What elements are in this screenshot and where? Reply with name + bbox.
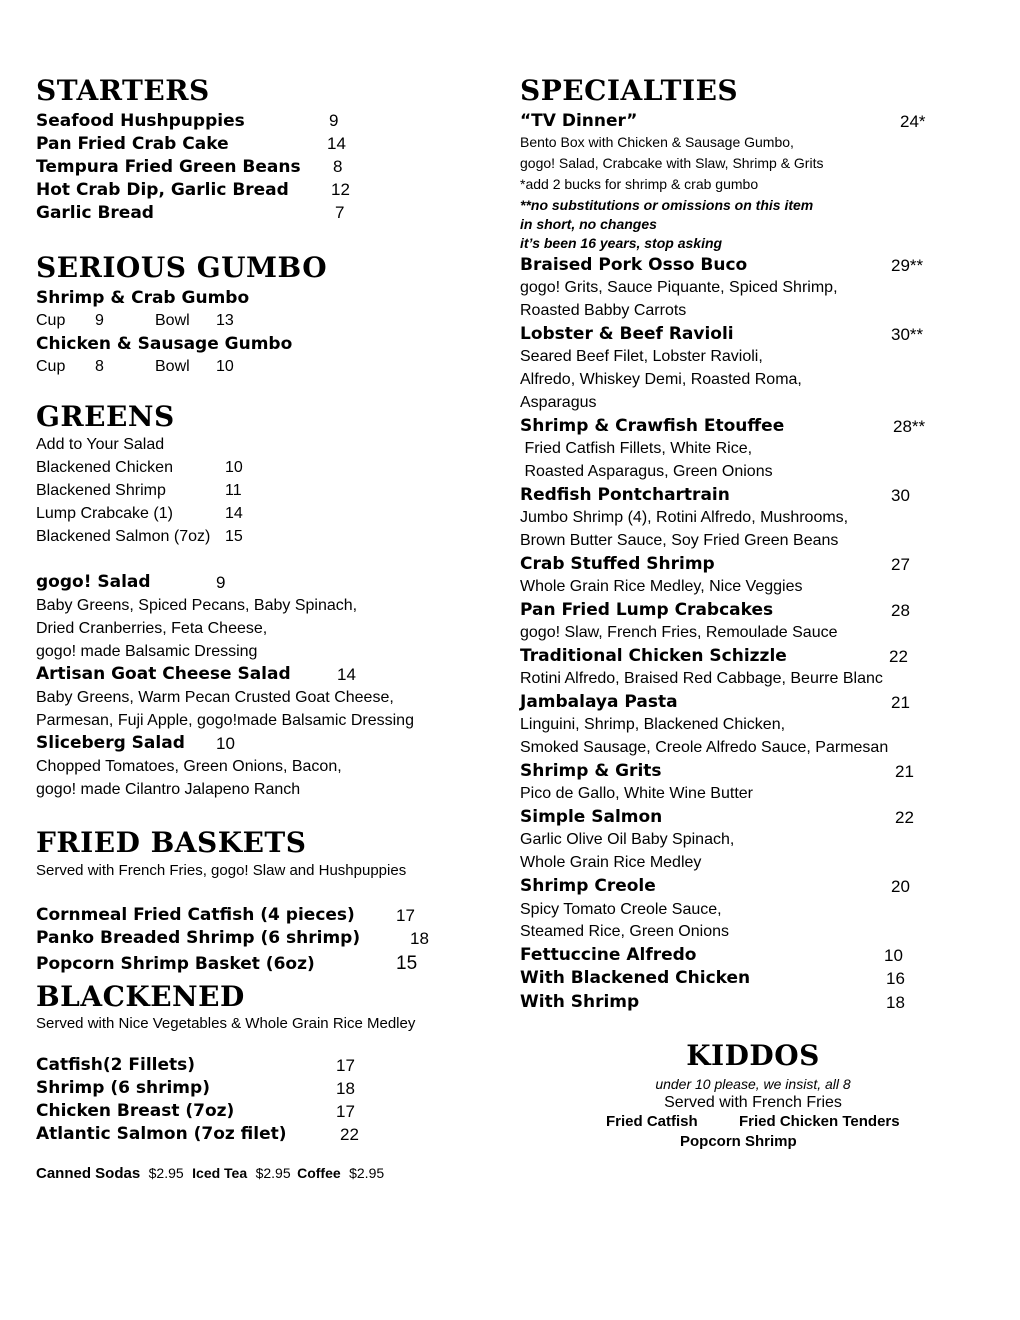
menu-item-price: 16 bbox=[886, 969, 905, 988]
menu-item-desc: Whole Grain Rice Medley, Nice Veggies bbox=[520, 578, 803, 595]
menu-item-price: 10 bbox=[884, 946, 903, 965]
blackened-heading: BLACKENED bbox=[36, 980, 245, 1013]
addon-name: Blackened Chicken bbox=[36, 459, 173, 476]
menu-item-name: Cornmeal Fried Catfish (4 pieces) bbox=[36, 905, 355, 925]
kiddos-served: Served with French Fries bbox=[664, 1094, 842, 1111]
menu-item-price: 17 bbox=[396, 906, 415, 925]
bowl-label: Bowl bbox=[155, 312, 190, 329]
menu-item-desc: Fried Catfish Fillets, White Rice, bbox=[520, 440, 753, 457]
menu-item-price: 18 bbox=[886, 993, 905, 1012]
menu-item-price: 9 bbox=[216, 573, 226, 592]
menu-item-name: Chicken & Sausage Gumbo bbox=[36, 334, 293, 354]
menu-item-price: 30** bbox=[891, 325, 924, 344]
menu-item-desc: gogo! made Cilantro Jalapeno Ranch bbox=[36, 781, 301, 798]
menu-item-name: Lobster & Beef Ravioli bbox=[520, 324, 734, 344]
cup-price: 8 bbox=[95, 358, 104, 375]
menu-item-desc: gogo! made Balsamic Dressing bbox=[36, 643, 258, 660]
menu-item-desc: Spicy Tomato Creole Sauce, bbox=[520, 901, 722, 918]
menu-item-price: 21 bbox=[891, 693, 910, 712]
menu-item-price: 24* bbox=[900, 112, 926, 131]
kiddos-item: Fried Catfish bbox=[606, 1113, 698, 1130]
menu-item-price: 12 bbox=[331, 180, 350, 199]
menu-item-name: Seafood Hushpuppies bbox=[36, 111, 245, 131]
menu-item-price: 30 bbox=[891, 486, 910, 505]
menu-item-name: Pan Fried Crab Cake bbox=[36, 134, 229, 154]
menu-item-name: Artisan Goat Cheese Salad bbox=[36, 664, 291, 684]
addon-name: Blackened Salmon (7oz) bbox=[36, 528, 211, 545]
menu-item-price: 20 bbox=[891, 877, 910, 896]
menu-item-price: 22 bbox=[340, 1125, 359, 1144]
addon-price: 10 bbox=[225, 459, 243, 476]
menu-item-price: 17 bbox=[336, 1102, 355, 1121]
menu-item-price: 28 bbox=[891, 601, 910, 620]
menu-item-price: 18 bbox=[336, 1079, 355, 1098]
drink-name: Canned Sodas bbox=[36, 1165, 141, 1182]
menu-item-desc: Alfredo, Whiskey Demi, Roasted Roma, bbox=[520, 371, 802, 388]
menu-item-desc: Chopped Tomatoes, Green Onions, Bacon, bbox=[36, 758, 342, 775]
menu-item-name: Panko Breaded Shrimp (6 shrimp) bbox=[36, 928, 361, 948]
menu-item-name: Shrimp & Crawfish Etouffee bbox=[520, 416, 785, 436]
menu-item-desc: gogo! Slaw, French Fries, Remoulade Sauce bbox=[520, 624, 838, 641]
greens-heading: GREENS bbox=[36, 400, 175, 433]
kiddos-item: Fried Chicken Tenders bbox=[739, 1113, 900, 1130]
menu-item-name: Fettuccine Alfredo bbox=[520, 945, 697, 965]
drink-price: $2.95 bbox=[349, 1165, 385, 1181]
cup-price: 9 bbox=[95, 312, 104, 329]
drinks-line bbox=[36, 1165, 384, 1183]
menu-item-note: it’s been 16 years, stop asking bbox=[520, 235, 723, 251]
menu-item-desc: Pico de Gallo, White Wine Butter bbox=[520, 785, 753, 802]
menu-item-price: 29** bbox=[891, 256, 924, 275]
kiddos-heading: KIDDOS bbox=[686, 1039, 820, 1072]
menu-item-price: 7 bbox=[335, 203, 345, 222]
menu-item-desc: Linguini, Shrimp, Blackened Chicken, bbox=[520, 716, 786, 733]
addon-price: 15 bbox=[225, 528, 243, 545]
menu-item-name: Chicken Breast (7oz) bbox=[36, 1101, 235, 1121]
menu-item-price: 10 bbox=[216, 734, 235, 753]
menu-item-price: 9 bbox=[329, 111, 339, 130]
menu-item-name: Redfish Pontchartrain bbox=[520, 485, 730, 505]
menu-item-desc: Whole Grain Rice Medley bbox=[520, 854, 702, 871]
menu-item-desc: Garlic Olive Oil Baby Spinach, bbox=[520, 831, 735, 848]
menu-item-name: With Blackened Chicken bbox=[520, 968, 751, 988]
menu-item-price: 28** bbox=[893, 417, 926, 436]
menu-item-desc: Parmesan, Fuji Apple, gogo!made Balsamic Dressing bbox=[36, 712, 414, 729]
drink-price: $2.95 bbox=[255, 1165, 291, 1181]
starters-heading: STARTERS bbox=[36, 74, 210, 107]
menu-item-desc: Baby Greens, Spiced Pecans, Baby Spinach, bbox=[36, 597, 358, 614]
bowl-price: 13 bbox=[216, 312, 234, 329]
drink-name: Iced Tea bbox=[192, 1165, 248, 1181]
menu-item-name: Shrimp Creole bbox=[520, 876, 656, 896]
kiddos-note: under 10 please, we insist, all 8 bbox=[655, 1076, 851, 1092]
menu-item-desc: Roasted Babby Carrots bbox=[520, 302, 687, 319]
menu-item-name: Popcorn Shrimp Basket (6oz) bbox=[36, 954, 315, 974]
menu-item-name: With Shrimp bbox=[520, 992, 640, 1012]
menu-item-price: 17 bbox=[336, 1056, 355, 1075]
menu-item-desc: Dried Cranberries, Feta Cheese, bbox=[36, 620, 268, 637]
menu-item-name: Shrimp & Crab Gumbo bbox=[36, 288, 250, 308]
menu-item-desc: gogo! Salad, Crabcake with Slaw, Shrimp & Grits bbox=[520, 155, 824, 171]
fried-baskets-subtitle: Served with French Fries, gogo! Slaw and Hushpuppies bbox=[36, 862, 407, 879]
menu-item-desc: Brown Butter Sauce, Soy Fried Green Beans bbox=[520, 532, 839, 549]
menu-item-price: 22 bbox=[895, 808, 914, 827]
menu-item-desc: Jumbo Shrimp (4), Rotini Alfredo, Mushrooms, bbox=[520, 509, 849, 526]
menu-item-name: Shrimp (6 shrimp) bbox=[36, 1078, 210, 1098]
menu-item-name: “TV Dinner” bbox=[520, 111, 638, 131]
menu-item-price: 18 bbox=[410, 929, 429, 948]
bowl-price: 10 bbox=[216, 358, 234, 375]
cup-label: Cup bbox=[36, 312, 66, 329]
menu-item-name: Tempura Fried Green Beans bbox=[36, 157, 301, 177]
addon-price: 11 bbox=[225, 482, 242, 499]
menu-item-price: 27 bbox=[891, 555, 910, 574]
menu-item-name: Pan Fried Lump Crabcakes bbox=[520, 600, 774, 620]
addon-price: 14 bbox=[225, 505, 243, 522]
menu-item-name: Sliceberg Salad bbox=[36, 733, 185, 753]
menu-item-name: Garlic Bread bbox=[36, 203, 154, 223]
gumbo-heading: SERIOUS GUMBO bbox=[36, 251, 328, 284]
menu-item-name: Traditional Chicken Schizzle bbox=[520, 646, 787, 666]
drink-name: Coffee bbox=[297, 1165, 341, 1181]
menu-item-name: Crab Stuffed Shrimp bbox=[520, 554, 715, 574]
cup-label: Cup bbox=[36, 358, 66, 375]
menu-item-price: 14 bbox=[327, 134, 346, 153]
menu-item-price: 22 bbox=[889, 647, 908, 666]
menu-item-desc: Smoked Sausage, Creole Alfredo Sauce, Parmesan bbox=[520, 739, 889, 756]
menu-item-name: Jambalaya Pasta bbox=[520, 692, 678, 712]
menu-item-name: gogo! Salad bbox=[36, 572, 151, 592]
menu-item-note: in short, no changes bbox=[520, 216, 657, 232]
menu-item-note: **no substitutions or omissions on this item bbox=[520, 197, 814, 213]
specialties-heading: SPECIALTIES bbox=[520, 74, 739, 107]
menu-item-name: Hot Crab Dip, Garlic Bread bbox=[36, 180, 289, 200]
addon-name: Lump Crabcake (1) bbox=[36, 505, 173, 522]
menu-item-desc: Baby Greens, Warm Pecan Crusted Goat Cheese, bbox=[36, 689, 394, 706]
blackened-subtitle: Served with Nice Vegetables & Whole Grain Rice Medley bbox=[36, 1015, 416, 1032]
menu-item-name: Shrimp & Grits bbox=[520, 761, 662, 781]
menu-item-desc: Steamed Rice, Green Onions bbox=[520, 923, 729, 940]
menu-item-desc: Asparagus bbox=[520, 394, 597, 411]
add-to-salad-label: Add to Your Salad bbox=[36, 436, 165, 453]
menu-item-desc: Rotini Alfredo, Braised Red Cabbage, Beurre Blanc bbox=[520, 670, 883, 687]
menu-item-name: Braised Pork Osso Buco bbox=[520, 255, 748, 275]
menu-item-name: Atlantic Salmon (7oz filet) bbox=[36, 1124, 287, 1144]
menu-item-price: 14 bbox=[337, 665, 356, 684]
menu-item-price: 8 bbox=[333, 157, 343, 176]
menu-item-name: Simple Salmon bbox=[520, 807, 663, 827]
kiddos-item: Popcorn Shrimp bbox=[680, 1133, 797, 1150]
menu-item-price: 15 bbox=[396, 953, 418, 974]
menu-item-price: 21 bbox=[895, 762, 914, 781]
menu-item-name: Catfish(2 Fillets) bbox=[36, 1055, 196, 1075]
addon-name: Blackened Shrimp bbox=[36, 482, 166, 499]
fried-baskets-heading: FRIED BASKETS bbox=[36, 826, 307, 859]
menu-item-desc: gogo! Grits, Sauce Piquante, Spiced Shrimp, bbox=[520, 279, 838, 296]
bowl-label: Bowl bbox=[155, 358, 190, 375]
menu-item-desc: Seared Beef Filet, Lobster Ravioli, bbox=[520, 348, 763, 365]
drink-price: $2.95 bbox=[148, 1165, 184, 1181]
menu-item-desc: *add 2 bucks for shrimp & crab gumbo bbox=[520, 176, 759, 192]
menu-item-desc: Bento Box with Chicken & Sausage Gumbo, bbox=[520, 134, 794, 150]
menu-item-desc: Roasted Asparagus, Green Onions bbox=[520, 463, 773, 480]
